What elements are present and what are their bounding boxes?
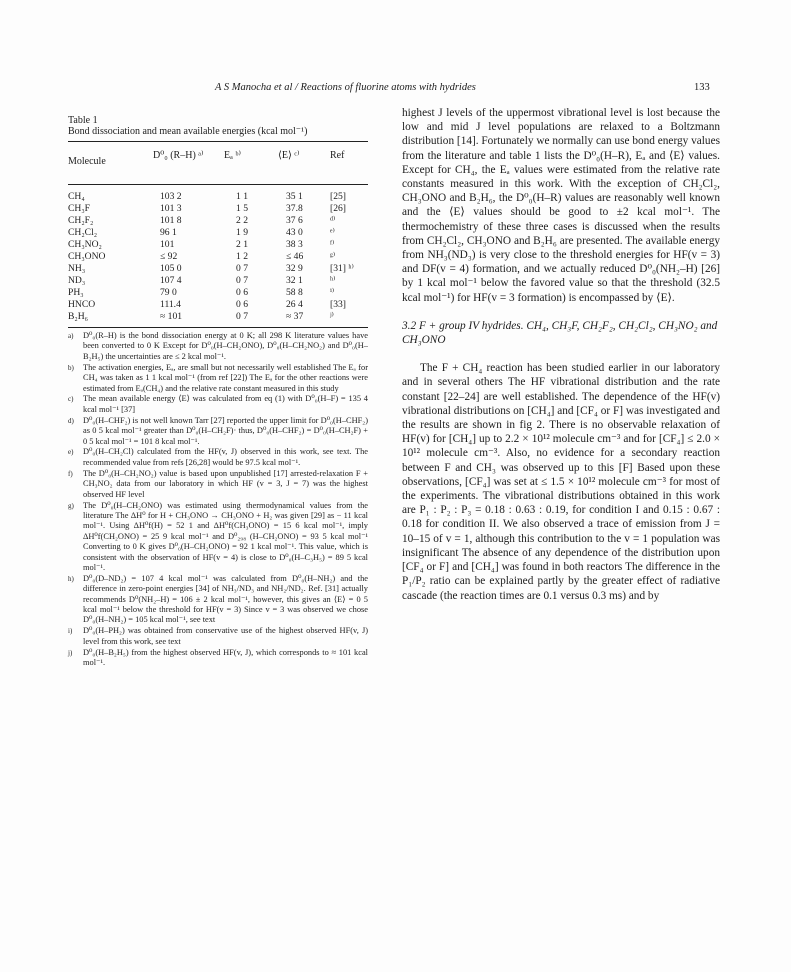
footnote (68, 394, 368, 415)
cell-mean-energy: 58 8 (286, 287, 303, 298)
cell-mean-energy: 38 3 (286, 239, 303, 250)
footnote (68, 469, 368, 500)
table-row (68, 251, 368, 263)
footnote-text: The D⁰₀(H–CH₂ONO) was estimated using thermodynamical values from the literature The ΔH⁰ for H + CH₃ONO → CH₃ONO + H₂ was given [29] as − 11 kcal mol⁻¹. Using ΔH⁰f(H) = 52 1 and ΔH⁰f(CH₃ONO) = 15 6 kcal mol⁻¹, imply ΔH⁰f(CH₂ONO) = 25 9 kcal mol⁻¹ and D⁰₂₉₈ (H–CH₂ONO) = 93 5 kcal mol⁻¹ Converting to 0 K gives D⁰₀(H–CH₂ONO) = 92 1 kcal mol⁻¹. This value, which is consistent with the observation of HF(v = 4) is close to D⁰₀(H–C₃H₅) = 89 5 kcal mol⁻¹. (83, 500, 368, 572)
cell-activation: 1 9 (236, 227, 248, 238)
table-row (68, 203, 368, 215)
cell-mean-energy: ≤ 46 (286, 251, 304, 262)
cell-ref: ʰ⁾ (330, 275, 336, 286)
footnote-text: D⁰₀(D–ND₂) = 107 4 kcal mol⁻¹ was calculated from D⁰₀(H–NH₂) and the difference in zero-point energies [34] of NH₃/ND₃ and NH₂/ND₂. Ref. [31] actually recommends D⁰(NH₂–H) = 106 ± 2 kcal mol⁻¹, however, this gives an ⟨E⟩ = 0 5 kcal mol⁻¹ below the threshold for HF(v = 3) Since v = 3 was observed we chose D⁰₀(H–NH₂) = 105 kcal mol⁻¹, see text (83, 573, 368, 625)
right-column (402, 106, 720, 603)
cell-dissociation: 111.4 (160, 299, 181, 310)
footnote-text: D⁰₀(H–B₂H₅) from the highest observed HF(v, J), which corresponds to ≈ 101 kcal mol⁻¹. (83, 647, 368, 668)
table-row (68, 287, 368, 299)
cell-mean-energy: 35 1 (286, 191, 303, 202)
footnote-marker: g) (68, 501, 74, 510)
cell-dissociation: 79 0 (160, 287, 177, 298)
cell-ref: ʲ⁾ (330, 311, 334, 322)
table-header (68, 142, 368, 185)
column-header-ref: Ref (330, 150, 345, 161)
table-body (68, 185, 368, 328)
left-column (68, 115, 368, 669)
section-heading: 3.2 F + group IV hydrides. CH₄, CH₃F, CH₂F₂, CH₂Cl₂, CH₃NO₂ and CH₃ONO (402, 319, 718, 347)
cell-dissociation: ≤ 92 (160, 251, 178, 262)
cell-ref: ᵍ⁾ (330, 251, 336, 262)
footnote (68, 363, 368, 394)
cell-molecule: ND₃ (68, 275, 86, 286)
cell-mean-energy: 32 9 (286, 263, 303, 274)
footnote (68, 447, 368, 468)
table-row (68, 275, 368, 287)
cell-ref: [33] (330, 299, 346, 310)
table-row (68, 239, 368, 251)
body-paragraph: highest J levels of the uppermost vibrational level is lost because the low and mid J level populations are relaxed to a Boltzmann distribution [14]. Fortunately we normally can use bond energy values from the literature and table 1 lists the D⁰₀(H–R), Eₐ and ⟨E⟩ values. Except for CH₄, the Eₐ values were estimated from the relative rate constants measured in this work. With the exception of CH₂Cl₂, CH₃ONO and B₂H₆, the D⁰₀(H–R) values are reasonably well known and the ⟨E⟩ values should be good to ±2 kcal mol⁻¹. The thermochemistry of these three cases is discussed when the results from CH₂Cl₂, CH₃ONO and B₂H₆ are presented. The available energy from NH₃(ND₃) is very close to the threshold energies for HF(v = 3) and DF(v = 4) formation, and we actually reduced D⁰₀(NH₂–H) [26] by 1 kcal mol⁻¹ below the favored value so that the threshold (32.5 kcal mol⁻¹) for HF(v = 3 formation) is encompassed by ⟨E⟩. (402, 107, 720, 304)
cell-molecule: PH₃ (68, 287, 84, 298)
table-row (68, 299, 368, 311)
footnote-marker: e) (68, 448, 74, 457)
footnote-marker: h) (68, 574, 74, 583)
cell-dissociation: 105 0 (160, 263, 182, 274)
table-footnotes (68, 331, 368, 669)
footnote-marker: i) (68, 627, 73, 636)
table-row (68, 311, 368, 323)
cell-ref: [26] (330, 203, 346, 214)
cell-ref: [31] ʰ⁾ (330, 263, 354, 274)
cell-molecule: CH₂F₂ (68, 215, 94, 226)
cell-dissociation: 101 (160, 239, 175, 250)
cell-activation: 1 2 (236, 251, 248, 262)
cell-mean-energy: ≈ 37 (286, 311, 304, 322)
cell-mean-energy: 32 1 (286, 275, 303, 286)
cell-ref: [25] (330, 191, 346, 202)
footnote-text: D⁰₀(H–CH₂Cl) calculated from the HF(v, J) observed in this work, see text. The recommended value from refs [26,28] would be 97.5 kcal mol⁻¹. (83, 447, 368, 467)
cell-dissociation: 101 3 (160, 203, 182, 214)
cell-ref: ᵈ⁾ (330, 215, 336, 226)
footnote (68, 416, 368, 447)
footnote (68, 574, 368, 626)
cell-mean-energy: 26 4 (286, 299, 303, 310)
table-row (68, 191, 368, 203)
cell-activation: 0 7 (236, 263, 248, 274)
column-header-mean-energy: ⟨E⟩ ᶜ⁾ (278, 150, 300, 161)
cell-dissociation: 96 1 (160, 227, 177, 238)
footnote-text: The activation energies, Eₐ, are small but not necessarily well established The Eₐ for CH₄ was taken as 1 1 kcal mol⁻¹ (from ref [22]) The Eₐ for the other reactions were estimated from Eₐ(CH₄) and the relative rate constant measured in this study (83, 362, 368, 393)
footnote (68, 626, 368, 647)
column-header-dissociation: D⁰₀ (R–H) ᵃ⁾ (153, 150, 204, 161)
cell-dissociation: 107 4 (160, 275, 182, 286)
column-header-molecule: Molecule (68, 156, 106, 167)
table-label: Table 1 (68, 115, 98, 126)
cell-molecule: CH₃NO₂ (68, 239, 102, 250)
cell-molecule: B₂H₆ (68, 311, 89, 322)
cell-ref: ᶠ⁾ (330, 239, 335, 250)
cell-mean-energy: 37.8 (286, 203, 303, 214)
cell-activation: 0 6 (236, 299, 248, 310)
cell-molecule: HNCO (68, 299, 96, 310)
cell-mean-energy: 37 6 (286, 215, 303, 226)
footnote-text: The D⁰₀(H–CH₂NO₂) value is based upon unpublished [17] arrested-relaxation F + CH₃NO₂ data from our laboratory in which HF (v = 3, J = 7) was the highest observed HF level (83, 468, 368, 499)
cell-molecule: CH₄ (68, 191, 85, 202)
cell-mean-energy: 43 0 (286, 227, 303, 238)
footnote (68, 331, 368, 362)
table-row (68, 215, 368, 227)
table-row (68, 227, 368, 239)
column-header-activation: Eₐ ᵇ⁾ (224, 150, 241, 161)
cell-molecule: NH₃ (68, 263, 86, 274)
cell-ref: ⁱ⁾ (330, 287, 335, 298)
footnote-marker: b) (68, 363, 74, 372)
footnote-text: D⁰₀(H–PH₂) was obtained from conservative use of the highest observed HF(v, J) level from this work, see text (83, 626, 368, 646)
running-header (0, 82, 791, 96)
cell-molecule: CH₃F (68, 203, 91, 214)
footnote-text: D⁰₀(H–CHF₂) is not well known Tarr [27] reported the upper limit for D⁰₀(H–CHF₂) as 0 5 kcal mol⁻¹ greater than D⁰₀(H–CH₂F)· thus, D⁰₀(H–CHF₂) = D⁰₀(H–CH₂F) + 0 5 kcal mol⁻¹ = 101 8 kcal mol⁻¹. (83, 415, 368, 446)
running-title: A S Manocha et al / Reactions of fluorine atoms with hydrides (215, 82, 476, 93)
cell-activation: 0 7 (236, 275, 248, 286)
footnote-text: The mean available energy ⟨E⟩ was calculated from eq (1) with D⁰₀(H–F) = 135 4 kcal mol⁻¹ [37] (83, 394, 368, 414)
cell-activation: 2 1 (236, 239, 248, 250)
cell-molecule: CH₃ONO (68, 251, 106, 262)
footnote-marker: f) (68, 469, 73, 478)
table-row (68, 263, 368, 275)
cell-dissociation: 103 2 (160, 191, 182, 202)
cell-molecule: CH₂Cl₂ (68, 227, 98, 238)
footnote (68, 648, 368, 669)
page-number: 133 (694, 82, 710, 93)
cell-activation: 0 7 (236, 311, 248, 322)
footnote-text: D⁰₀(R–H) is the bond dissociation energy at 0 K; all 298 K literature values have been converted to 0 K Except for D⁰₀(H–CH₂ONO), D⁰₀(H–CH₂NO₂) and D⁰₀(H–B₂H₅) the uncertainties are ≤ 2 kcal mol⁻¹. (83, 331, 368, 361)
footnote-marker: d) (68, 416, 74, 425)
cell-activation: 2 2 (236, 215, 248, 226)
footnote (68, 501, 368, 574)
footnote-marker: j) (68, 648, 73, 657)
body-paragraph: The F + CH₄ reaction has been studied earlier in our laboratory and in several others The HF vibrational distribution and the rate constant [22–24] are well established. The dependence of the HF(v) vibrational distributions on [CH₄] and [CF₄ or F] was investigated and the results are shown in fig 2. There is no observable relaxation of HF(v) for [CH₄] up to 2.2 × 10¹² molecule cm⁻³ and for [CF₄] ≤ 2.0 × 10¹² molecule cm⁻³. Also, no evidence for a secondary reaction between F and CH₃ was observed up to this [F] Based upon these observations, [CF₄] was set at ≤ 1.5 × 10¹² molecule cm⁻³ for most of the experiments. The vibrational distributions obtained in this work are P₁ : P₂ : P₃ = 0.18 : 0.63 : 0.19, for condition I and 0.15 : 0.67 : 0.18 for condition II. We also observed a trace of emission from J = 10–15 of v = 1, although this contribution to the v = 1 population was insignificant The absence of any dependence of the distribution upon [CF₄ or F] and [CH₄] was found in both reactors The difference in the P₁/P₂ ratio can be explained partly by the greater effect of radiative cascade (the reaction times are 0.1 versus 0.3 ms) and by (402, 362, 720, 602)
cell-dissociation: ≈ 101 (160, 311, 183, 322)
footnote-marker: c) (68, 395, 74, 404)
cell-ref: ᵉ⁾ (330, 227, 335, 238)
table-caption: Bond dissociation and mean available energies (kcal mol⁻¹) (68, 126, 368, 142)
cell-activation: 0 6 (236, 287, 248, 298)
cell-dissociation: 101 8 (160, 215, 182, 226)
footnote-marker: a) (68, 332, 74, 340)
cell-activation: 1 5 (236, 203, 248, 214)
cell-activation: 1 1 (236, 191, 248, 202)
